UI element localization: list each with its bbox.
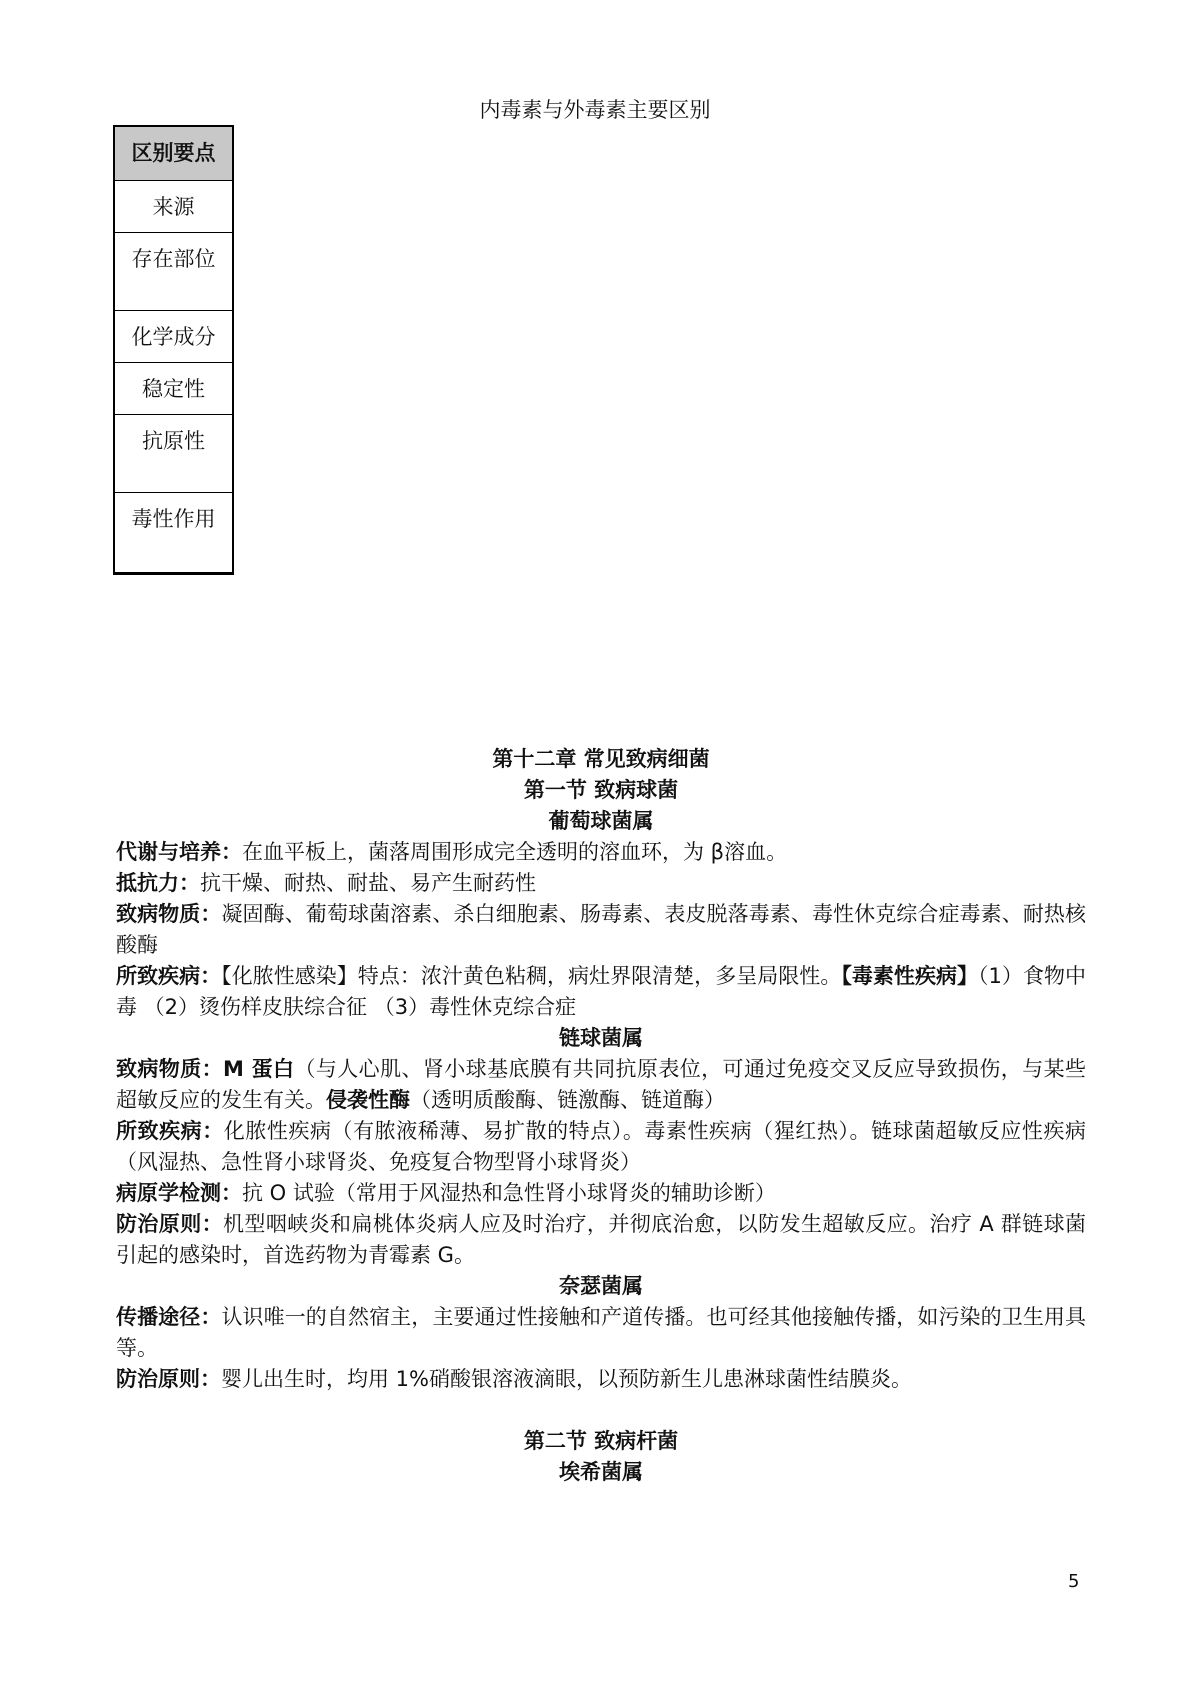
staph-title: 葡萄球菌属 — [548, 809, 654, 833]
strep-prevention: 防治原则：机型咽峡炎和扁桃体炎病人应及时治疗，并彻底治愈，以防发生超敏反应。治疗 A 群链球菌引起的感染时，首选药物为青霉素 G。 — [116, 1212, 1086, 1267]
staph-resistance: 抵抗力：抗干燥、耐热、耐盐、易产生耐药性 — [116, 871, 536, 895]
table-row-toxicity: 毒性作用 — [114, 493, 234, 573]
table-row-source: 来源 — [114, 181, 234, 233]
table-row-chemistry: 化学成分 — [114, 311, 234, 363]
strep-diagnosis: 病原学检测：抗 O 试验（常用于风湿热和急性肾小球肾炎的辅助诊断） — [116, 1181, 776, 1205]
ecoli-title: 埃希菌属 — [559, 1460, 643, 1484]
staph-culture: 代谢与培养：在血平板上，菌落周围形成完全透明的溶血环，为 β溶血。 — [116, 840, 788, 864]
staph-diseases: 所致疾病：【化脓性感染】特点：浓汁黄色粘稠，病灶界限清楚，多呈局限性。【毒素性疾病】（1）食物中毒 （2）烫伤样皮肤综合征 （3）毒性休克综合症 — [116, 964, 1086, 1019]
chapter-content — [116, 744, 1086, 1488]
neisseria-title: 奈瑟菌属 — [559, 1274, 643, 1298]
chapter-title: 第十二章 常见致病细菌 — [492, 747, 710, 771]
neisseria-transmission: 传播途径：认识唯一的自然宿主，主要通过性接触和产道传播。也可经其他接触传播，如污染的卫生用具等。 — [116, 1305, 1087, 1360]
section-title-1: 第一节 致病球菌 — [523, 778, 679, 802]
toxin-comparison-table — [113, 125, 234, 573]
table-row-antigenicity: 抗原性 — [114, 415, 234, 493]
strep-diseases: 所致疾病：化脓性疾病（有脓液稀薄、易扩散的特点）。毒素性疾病（猩红热）。链球菌超敏反应性疾病（风湿热、急性肾小球肾炎、免疫复合物型肾小球肾炎） — [116, 1119, 1086, 1174]
table-row-stability: 稳定性 — [114, 363, 234, 415]
section-gap — [116, 1395, 1086, 1426]
staph-pathogens: 致病物质：凝固酶、葡萄球菌溶素、杀白细胞素、肠毒素、表皮脱落毒素、毒性休克综合症毒素、耐热核酸酶 — [116, 902, 1087, 957]
neisseria-prevention: 防治原则：婴儿出生时，均用 1%硝酸银溶液滴眼，以预防新生儿患淋球菌性结膜炎。 — [116, 1367, 912, 1391]
page-number: 5 — [1068, 1571, 1080, 1592]
table-header-cell: 区别要点 — [114, 126, 234, 181]
section-title-2: 第二节 致病杆菌 — [523, 1429, 679, 1453]
table-row-location: 存在部位 — [114, 233, 234, 311]
strep-title: 链球菌属 — [559, 1026, 643, 1050]
strep-pathogens: 致病物质：M 蛋白（与人心肌、肾小球基底膜有共同抗原表位，可通过免疫交叉反应导致损伤，与某些超敏反应的发生有关。侵袭性酶（透明质酸酶、链激酶、链道酶） — [116, 1057, 1086, 1112]
table-title: 内毒素与外毒素主要区别 — [479, 98, 711, 122]
